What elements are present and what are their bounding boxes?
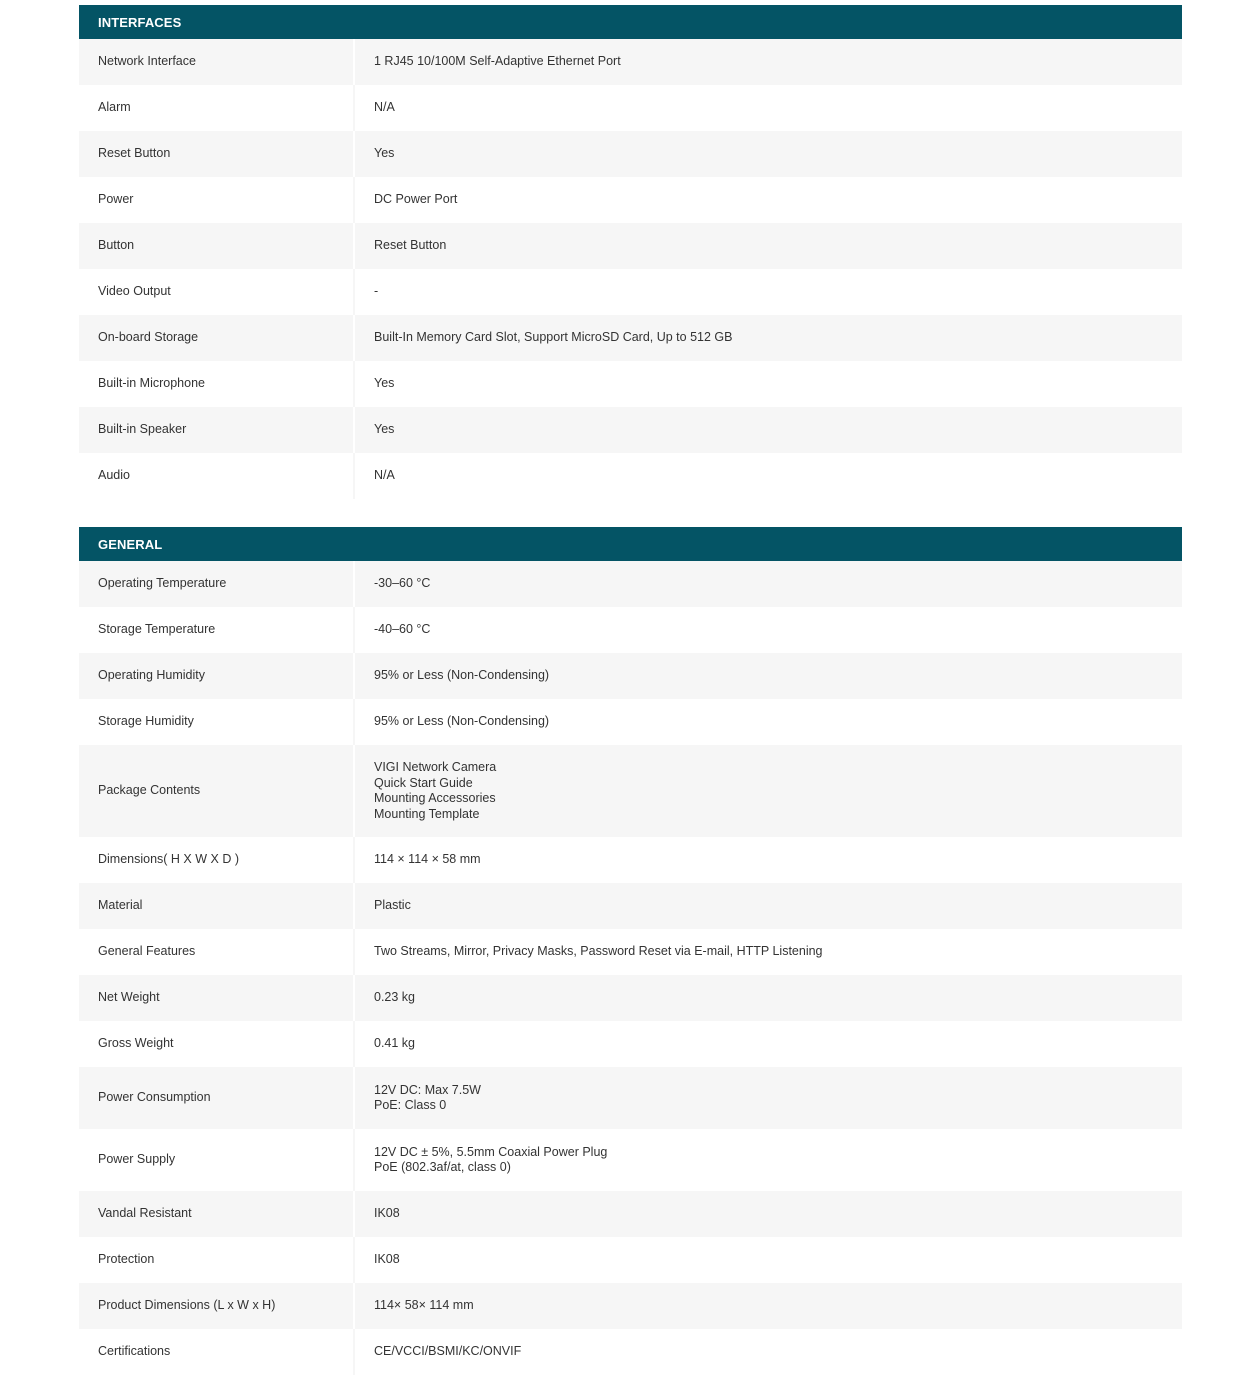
spec-value: Yes <box>355 361 1182 407</box>
table-row <box>79 561 1182 607</box>
spec-label: Video Output <box>79 269 355 315</box>
table-row <box>79 1021 1182 1067</box>
table-row <box>79 975 1182 1021</box>
spec-label: Storage Humidity <box>79 699 355 745</box>
table-row <box>79 653 1182 699</box>
spec-value: -40–60 °C <box>355 607 1182 653</box>
table-row <box>79 1067 1182 1129</box>
spec-label: Audio <box>79 453 355 499</box>
spec-value: VIGI Network Camera Quick Start Guide Mounting Accessories Mounting Template <box>355 745 1182 837</box>
spec-value: Reset Button <box>355 223 1182 269</box>
spec-value: 114 × 114 × 58 mm <box>355 837 1182 883</box>
spec-label: Operating Temperature <box>79 561 355 607</box>
spec-label: Power Consumption <box>79 1067 355 1129</box>
spec-label: Alarm <box>79 85 355 131</box>
spec-value: 114× 58× 114 mm <box>355 1283 1182 1329</box>
spec-label: Gross Weight <box>79 1021 355 1067</box>
general-header: GENERAL <box>79 527 1182 561</box>
table-row <box>79 929 1182 975</box>
table-row <box>79 607 1182 653</box>
spec-value: Yes <box>355 407 1182 453</box>
spec-label: Product Dimensions (L x W x H) <box>79 1283 355 1329</box>
table-row <box>79 745 1182 837</box>
spec-label: On-board Storage <box>79 315 355 361</box>
table-row <box>79 177 1182 223</box>
table-row <box>79 85 1182 131</box>
spec-label: Button <box>79 223 355 269</box>
interfaces-header: INTERFACES <box>79 5 1182 39</box>
spec-label: Built-in Speaker <box>79 407 355 453</box>
spec-value: Built-In Memory Card Slot, Support MicroSD Card, Up to 512 GB <box>355 315 1182 361</box>
spec-value: Plastic <box>355 883 1182 929</box>
spec-value: Yes <box>355 131 1182 177</box>
spec-value: IK08 <box>355 1191 1182 1237</box>
spec-value: DC Power Port <box>355 177 1182 223</box>
table-row <box>79 39 1182 85</box>
table-row <box>79 131 1182 177</box>
spec-label: Power Supply <box>79 1129 355 1191</box>
spec-value: IK08 <box>355 1237 1182 1283</box>
table-row <box>79 1237 1182 1283</box>
spec-value: 95% or Less (Non-Condensing) <box>355 653 1182 699</box>
spec-label: Vandal Resistant <box>79 1191 355 1237</box>
table-row <box>79 223 1182 269</box>
table-row <box>79 453 1182 499</box>
spec-label: Certifications <box>79 1329 355 1375</box>
table-row <box>79 1129 1182 1191</box>
spec-label: Material <box>79 883 355 929</box>
spec-label: Dimensions( H X W X D ) <box>79 837 355 883</box>
table-row <box>79 883 1182 929</box>
spec-value: 0.41 kg <box>355 1021 1182 1067</box>
table-row <box>79 407 1182 453</box>
spec-value: -30–60 °C <box>355 561 1182 607</box>
spec-label: Package Contents <box>79 745 355 837</box>
spec-label: Protection <box>79 1237 355 1283</box>
spec-label: Built-in Microphone <box>79 361 355 407</box>
spec-value: Two Streams, Mirror, Privacy Masks, Password Reset via E-mail, HTTP Listening <box>355 929 1182 975</box>
general-table <box>79 561 1182 1375</box>
spec-value: 0.23 kg <box>355 975 1182 1021</box>
interfaces-section <box>79 5 1182 499</box>
general-section <box>79 527 1182 1375</box>
table-row <box>79 361 1182 407</box>
table-row <box>79 699 1182 745</box>
spec-label: Reset Button <box>79 131 355 177</box>
interfaces-table <box>79 39 1182 499</box>
table-row <box>79 269 1182 315</box>
spec-value: 95% or Less (Non-Condensing) <box>355 699 1182 745</box>
spec-label: Storage Temperature <box>79 607 355 653</box>
spec-value: 12V DC: Max 7.5W PoE: Class 0 <box>355 1067 1182 1129</box>
spec-label: Net Weight <box>79 975 355 1021</box>
spec-value: N/A <box>355 85 1182 131</box>
table-row <box>79 1329 1182 1375</box>
spec-value: 12V DC ± 5%, 5.5mm Coaxial Power Plug PoE (802.3af/at, class 0) <box>355 1129 1182 1191</box>
spec-value: 1 RJ45 10/100M Self-Adaptive Ethernet Port <box>355 39 1182 85</box>
table-row <box>79 315 1182 361</box>
table-row <box>79 1191 1182 1237</box>
spec-value: N/A <box>355 453 1182 499</box>
spec-label: Power <box>79 177 355 223</box>
spec-label: Operating Humidity <box>79 653 355 699</box>
spec-label: General Features <box>79 929 355 975</box>
table-row <box>79 837 1182 883</box>
table-row <box>79 1283 1182 1329</box>
spec-value: - <box>355 269 1182 315</box>
spec-label: Network Interface <box>79 39 355 85</box>
spec-value: CE/VCCI/BSMI/KC/ONVIF <box>355 1329 1182 1375</box>
